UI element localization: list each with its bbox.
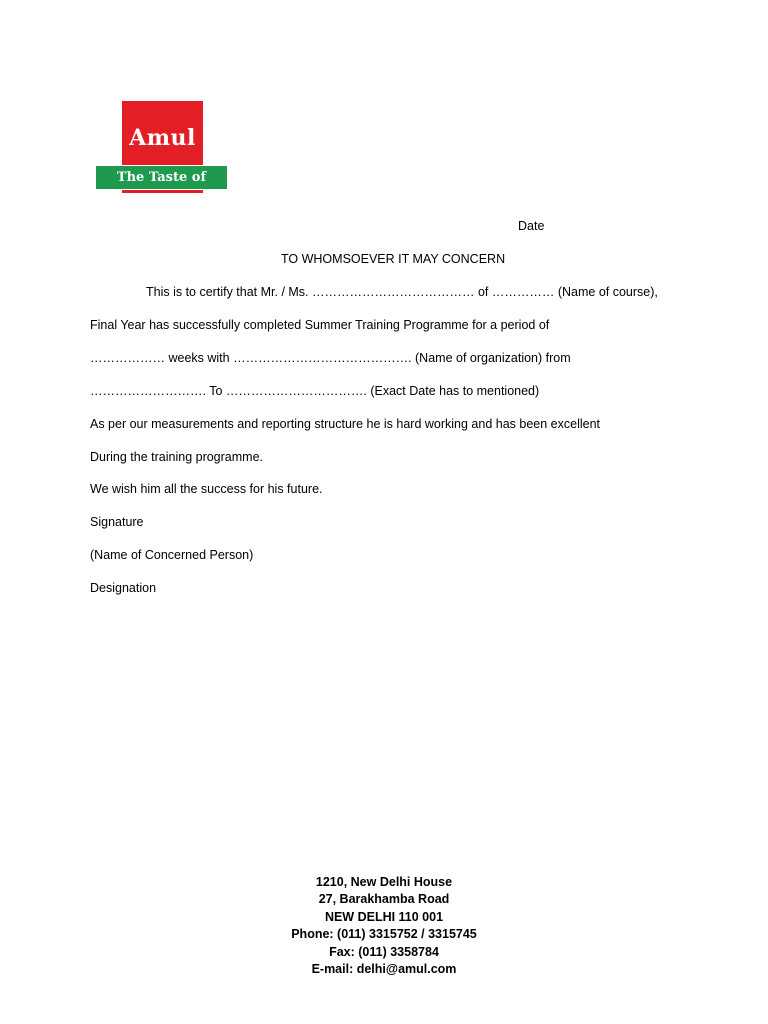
wishes-line: We wish him all the success for his future. bbox=[90, 482, 323, 496]
date-range-line: ………………………. To ……………………………. (Exact Date has to mentioned) bbox=[90, 384, 540, 398]
fax-line: Fax: (011) 3358784 bbox=[329, 944, 439, 959]
logo-tagline: The Taste of India bbox=[116, 170, 207, 208]
assessment-continuation-line: During the training programme. bbox=[90, 450, 263, 464]
designation-label: Designation bbox=[90, 581, 157, 595]
address-line-2: 27, Barakhamba Road bbox=[318, 892, 450, 907]
assessment-line: As per our measurements and reporting structure he is hard working and has been excellent bbox=[90, 417, 601, 431]
footer-address bbox=[234, 874, 534, 978]
signature-label: Signature bbox=[90, 515, 144, 529]
address-line-1: 1210, New Delhi House bbox=[315, 875, 453, 889]
completion-line: Final Year has successfully completed Summer Training Programme for a period of bbox=[90, 318, 550, 332]
amul-logo bbox=[96, 101, 230, 208]
certify-line: This is to certify that Mr. / Ms. ………………………………… of …………… (Name of course), bbox=[146, 285, 658, 299]
duration-line: ……………… weeks with ……………………………………. (Name of organization) from bbox=[90, 351, 571, 365]
logo-brand-name: Amul bbox=[129, 125, 196, 151]
letter-heading: TO WHOMSOEVER IT MAY CONCERN bbox=[281, 252, 506, 266]
concerned-person-label: (Name of Concerned Person) bbox=[90, 548, 254, 562]
logo-red-underline bbox=[122, 190, 203, 193]
phone-line: Phone: (011) 3315752 / 3315745 bbox=[291, 927, 477, 942]
date-label: Date bbox=[518, 219, 545, 233]
email-line: E-mail: delhi@amul.com bbox=[311, 962, 457, 977]
address-line-3: NEW DELHI 110 001 bbox=[324, 909, 444, 924]
